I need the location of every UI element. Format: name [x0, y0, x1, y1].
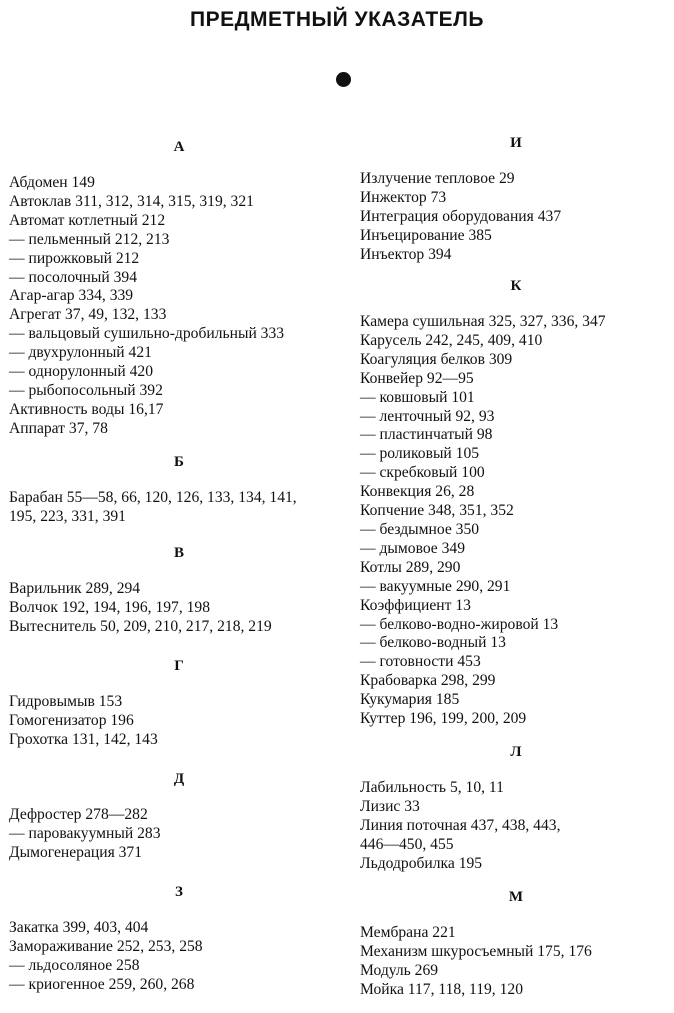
index-entry: Барабан 55—58, 66, 120, 126, 133, 134, 141,: [9, 489, 297, 506]
section-letter: К: [510, 278, 522, 294]
index-entry: Волчок 192, 194, 196, 197, 198: [9, 598, 211, 616]
index-entry: — пельменный 212, 213: [9, 230, 170, 248]
section-letter: Д: [173, 771, 185, 787]
index-entry: — пирожковый 212: [9, 249, 140, 267]
page-title: ПРЕДМЕТНЫЙ УКАЗАТЕЛЬ: [189, 8, 485, 31]
section-letter: З: [175, 884, 183, 900]
index-entry: Дымогенерация 371: [9, 843, 143, 861]
index-section-z: [9, 882, 349, 995]
index-entry: Закатка 399, 403, 404: [9, 919, 149, 936]
index-entry: Варильник 289, 294: [9, 580, 141, 597]
index-entry: Кукумария 185: [360, 691, 460, 709]
index-section-v: [9, 543, 349, 637]
index-entry: Мойка 117, 118, 119, 120: [360, 980, 523, 998]
index-entry: — паровакуумный 283: [9, 824, 161, 842]
index-entry: Инъектор 394: [360, 245, 452, 263]
index-entry: — двухрулонный 421: [9, 344, 152, 362]
index-entry: Замораживание 252, 253, 258: [9, 937, 203, 955]
index-entry: — бездымное 350: [360, 520, 480, 538]
index-entry: Интеграция оборудования 437: [360, 207, 562, 225]
index-section-m: [360, 887, 672, 1000]
index-section-a: [9, 137, 349, 439]
index-entry: Гидровымыв 153: [9, 693, 123, 710]
index-entry: — вальцовый сушильно-дробильный 333: [9, 325, 285, 343]
index-entry: Гомогенизатор 196: [9, 711, 134, 729]
index-entry: Лабильность 5, 10, 11: [360, 779, 504, 796]
index-entry: — однорулонный 420: [9, 363, 153, 381]
index-entry: — ковшовый 101: [360, 388, 475, 406]
index-entry: 195, 223, 331, 391: [9, 507, 126, 525]
section-letter: М: [508, 889, 524, 905]
index-entry: Копчение 348, 351, 352: [360, 502, 514, 520]
index-entry: Коэффициент 13: [360, 596, 471, 614]
index-entry: — вакуумные 290, 291: [360, 577, 511, 595]
index-entry: Автомат котлетный 212: [9, 211, 166, 229]
index-entry: — пластинчатый 98: [360, 426, 493, 444]
index-entry: Агар-агар 334, 339: [9, 287, 134, 305]
index-entry: Мембрана 221: [360, 924, 456, 941]
index-entry: Дефростер 278—282: [9, 806, 148, 823]
index-entry: — льдосоляное 258: [9, 956, 140, 974]
index-entry: — готовности 453: [360, 653, 481, 671]
index-entry: — ленточный 92, 93: [360, 407, 495, 425]
index-entry: Крабоварка 298, 299: [360, 672, 496, 690]
index-entry: Вытеснитель 50, 209, 210, 217, 218, 219: [9, 617, 272, 635]
index-entry: Грохотка 131, 142, 143: [9, 730, 158, 748]
index-entry: Линия поточная 437, 438, 443,: [360, 816, 561, 834]
index-entry: Агрегат 37, 49, 132, 133: [9, 306, 167, 324]
index-entry: — посолочный 394: [9, 268, 138, 286]
index-entry: — роликовый 105: [360, 445, 480, 463]
index-entry: Камера сушильная 325, 327, 336, 347: [360, 313, 606, 330]
index-entry: Аппарат 37, 78: [9, 419, 108, 437]
index-entry: Коагуляция белков 309: [360, 350, 513, 368]
section-letter: И: [510, 135, 522, 151]
index-entry: Модуль 269: [360, 961, 439, 979]
index-entry: Инъецирование 385: [360, 226, 492, 244]
index-section-g: [9, 656, 349, 750]
bullet-ornament: [336, 72, 351, 87]
index-entry: Автоклав 311, 312, 314, 315, 319, 321: [9, 192, 254, 210]
section-letter: В: [173, 545, 184, 561]
index-entry: Конвейер 92—95: [360, 369, 474, 387]
section-letter: Л: [510, 744, 522, 760]
index-entry: — белково-водный 13: [360, 634, 506, 652]
index-section-l: [360, 742, 672, 874]
index-entry: — криогенное 259, 260, 268: [9, 975, 195, 993]
index-entry: Активность воды 16,17: [9, 400, 164, 418]
index-entry: Излучение тепловое 29: [360, 170, 515, 187]
index-section-i: [360, 133, 672, 265]
section-letter: Б: [174, 454, 184, 470]
index-entry: 446—450, 455: [360, 835, 454, 853]
index-entry: Конвекция 26, 28: [360, 483, 475, 501]
index-entry: Механизм шкуросъемный 175, 176: [360, 942, 592, 960]
index-entry: Куттер 196, 199, 200, 209: [360, 710, 527, 728]
index-entry: Инжектор 73: [360, 188, 447, 206]
index-entry: — дымовое 349: [360, 539, 466, 557]
index-section-d: [9, 769, 349, 863]
index-section-k: [360, 276, 672, 729]
index-entry: Котлы 289, 290: [360, 558, 461, 576]
section-letter: А: [173, 139, 185, 155]
index-entry: — рыбопосольный 392: [9, 381, 163, 399]
index-entry: Карусель 242, 245, 409, 410: [360, 331, 543, 349]
index-entry: — скребковый 100: [360, 464, 485, 482]
index-entry: — белково-водно-жировой 13: [360, 615, 559, 633]
index-entry: Лизис 33: [360, 797, 420, 815]
index-entry: Абдомен 149: [9, 174, 95, 191]
index-entry: Льдодробилка 195: [360, 854, 483, 872]
section-letter: Г: [174, 658, 184, 674]
index-section-b: [9, 452, 349, 527]
